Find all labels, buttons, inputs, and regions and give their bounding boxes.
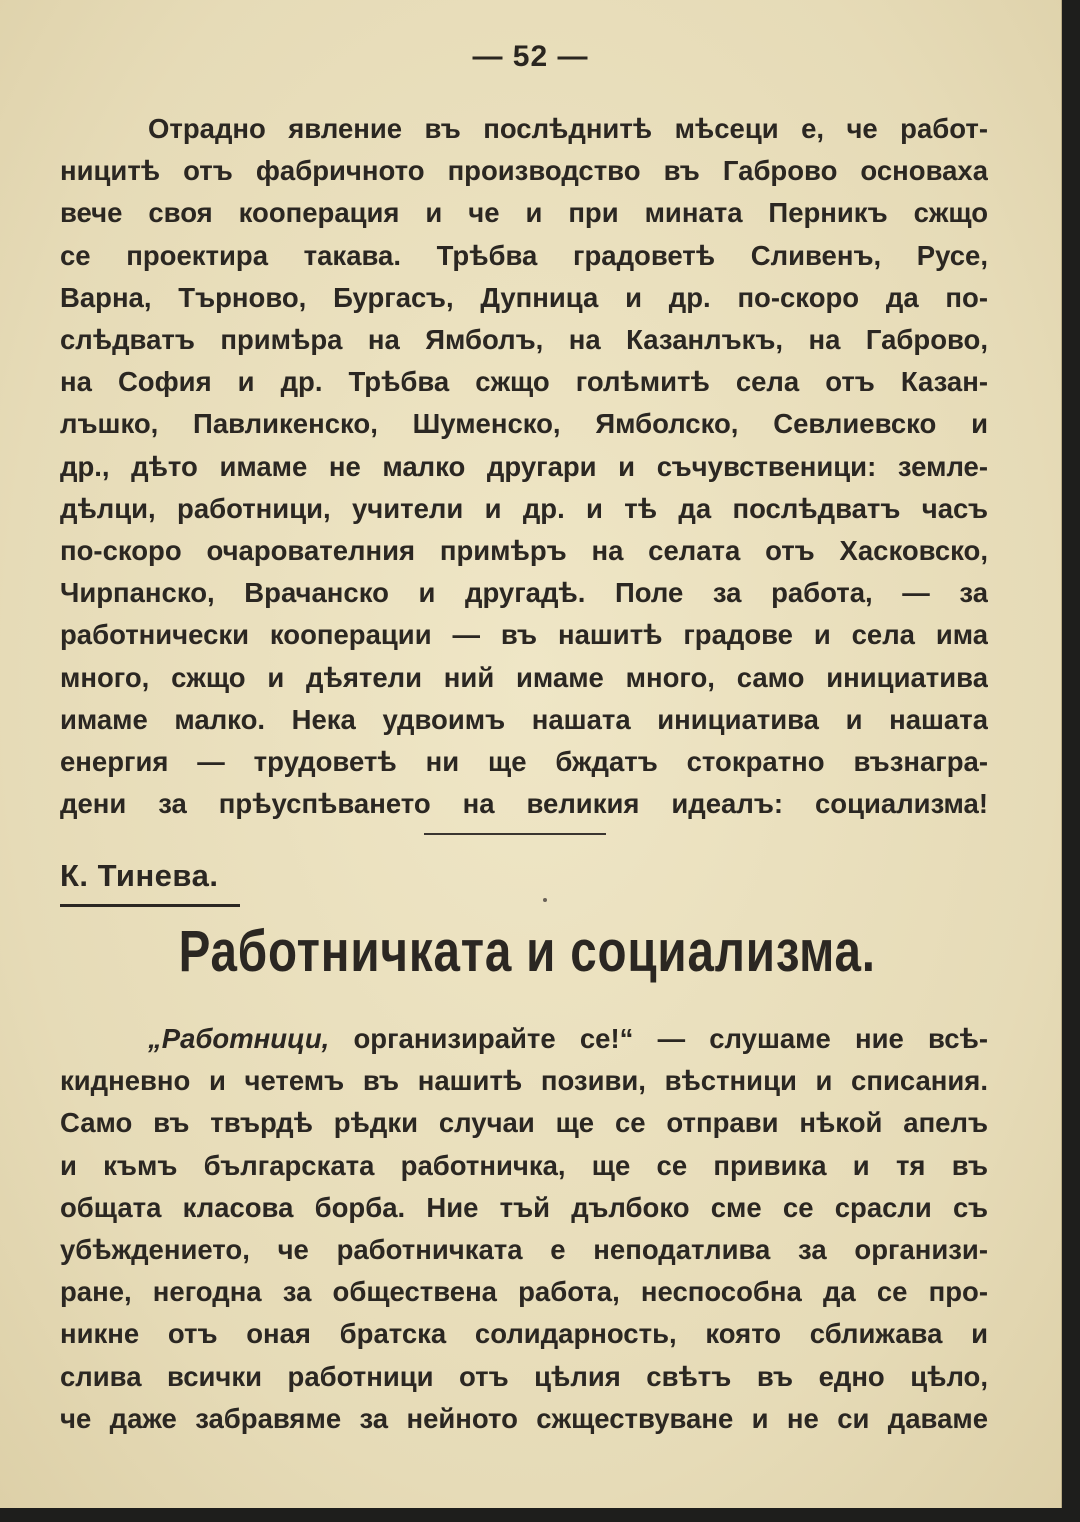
quoted-call: „Работници, [148, 1023, 330, 1054]
text-line: че даже забравяме за нейното сжществуване и не си даваме [60, 1402, 988, 1434]
text-line: слива всички работници отъ цѣлия свѣтъ въ едно цѣло, [60, 1360, 988, 1392]
text-line: лъшко, Павликенско, Шуменско, Ямболско, Севлиевско и [60, 408, 988, 440]
text-fragment: организирайте се!“ — слушаме ние всѣ- [353, 1023, 988, 1054]
text-line: и къмъ българската работничка, ще се привика и тя въ [60, 1149, 988, 1181]
text-line: др., дѣто имаме не малко другари и съчувственици: земле- [60, 450, 988, 482]
text-line: общата класова борба. Ние тъй дълбоко сме се срасли съ [60, 1191, 988, 1223]
paragraph-working-woman [60, 1018, 988, 1440]
text-line: имаме малко. Нека удвоимъ нашата инициатива и нашата [60, 703, 988, 735]
text-line: дени за прѣуспѣването на великия идеалъ: социализма! [60, 788, 988, 820]
text-line: Отрадно явление въ послѣднитѣ мѣсеци е, че работ- [148, 113, 988, 144]
author-name: К. Тинева. [60, 858, 219, 893]
text-line: слѣдватъ примѣра на Ямболъ, на Казанлъкъ, на Габрово, [60, 324, 988, 356]
text-line: вече своя кооперация и че и при мината Перникъ сжщо [60, 197, 988, 229]
text-line: се проектира такава. Трѣбва градоветѣ Сливенъ, Русе, [60, 239, 988, 271]
text-line: дѣлци, работници, учители и др. и тѣ да послѣдватъ часъ [60, 492, 988, 524]
text-line: работнически кооперации — въ нашитѣ градове и села има [60, 619, 988, 651]
text-line: убѣждението, че работничката е неподатлива за организи- [60, 1234, 988, 1266]
text-line: по-скоро очарователния примѣръ на селата отъ Хасковско, [60, 535, 988, 567]
article-title: Работничката и социализма. [178, 919, 876, 984]
text-line: енергия — трудоветѣ ни ще бждатъ стократно възнагра- [60, 746, 988, 778]
text-line: Само въ твърдѣ рѣдки случаи ще се отправи нѣкой апелъ [60, 1107, 988, 1139]
text-line-first [60, 1018, 988, 1060]
text-line: никне отъ оная братска солидарность, която сближава и [60, 1318, 988, 1350]
text-line: много, сжщо и дѣятели ний имаме много, само инициатива [60, 661, 988, 693]
text-line: кидневно и четемъ въ нашитѣ позиви, вѣстници и списания. [60, 1065, 988, 1097]
page-number: — 52 — [472, 40, 589, 73]
text-line: на София и др. Трѣбва сжщо голѣмитѣ села отъ Казан- [60, 366, 988, 398]
paragraph-cooperatives [60, 108, 988, 825]
text-line: ране, негодна за обществена работа, неспособна да се про- [60, 1276, 988, 1308]
text-line: ницитѣ отъ фабричното производство въ Габрово основаха [60, 155, 988, 187]
author-underline [60, 904, 240, 907]
text-line: Чирпанско, Врачанско и другадѣ. Поле за работа, — за [60, 577, 988, 609]
text-line: Варна, Търново, Бургасъ, Дупница и др. по-скоро да по- [60, 281, 988, 313]
print-speck [543, 898, 547, 902]
section-separator [424, 833, 606, 835]
